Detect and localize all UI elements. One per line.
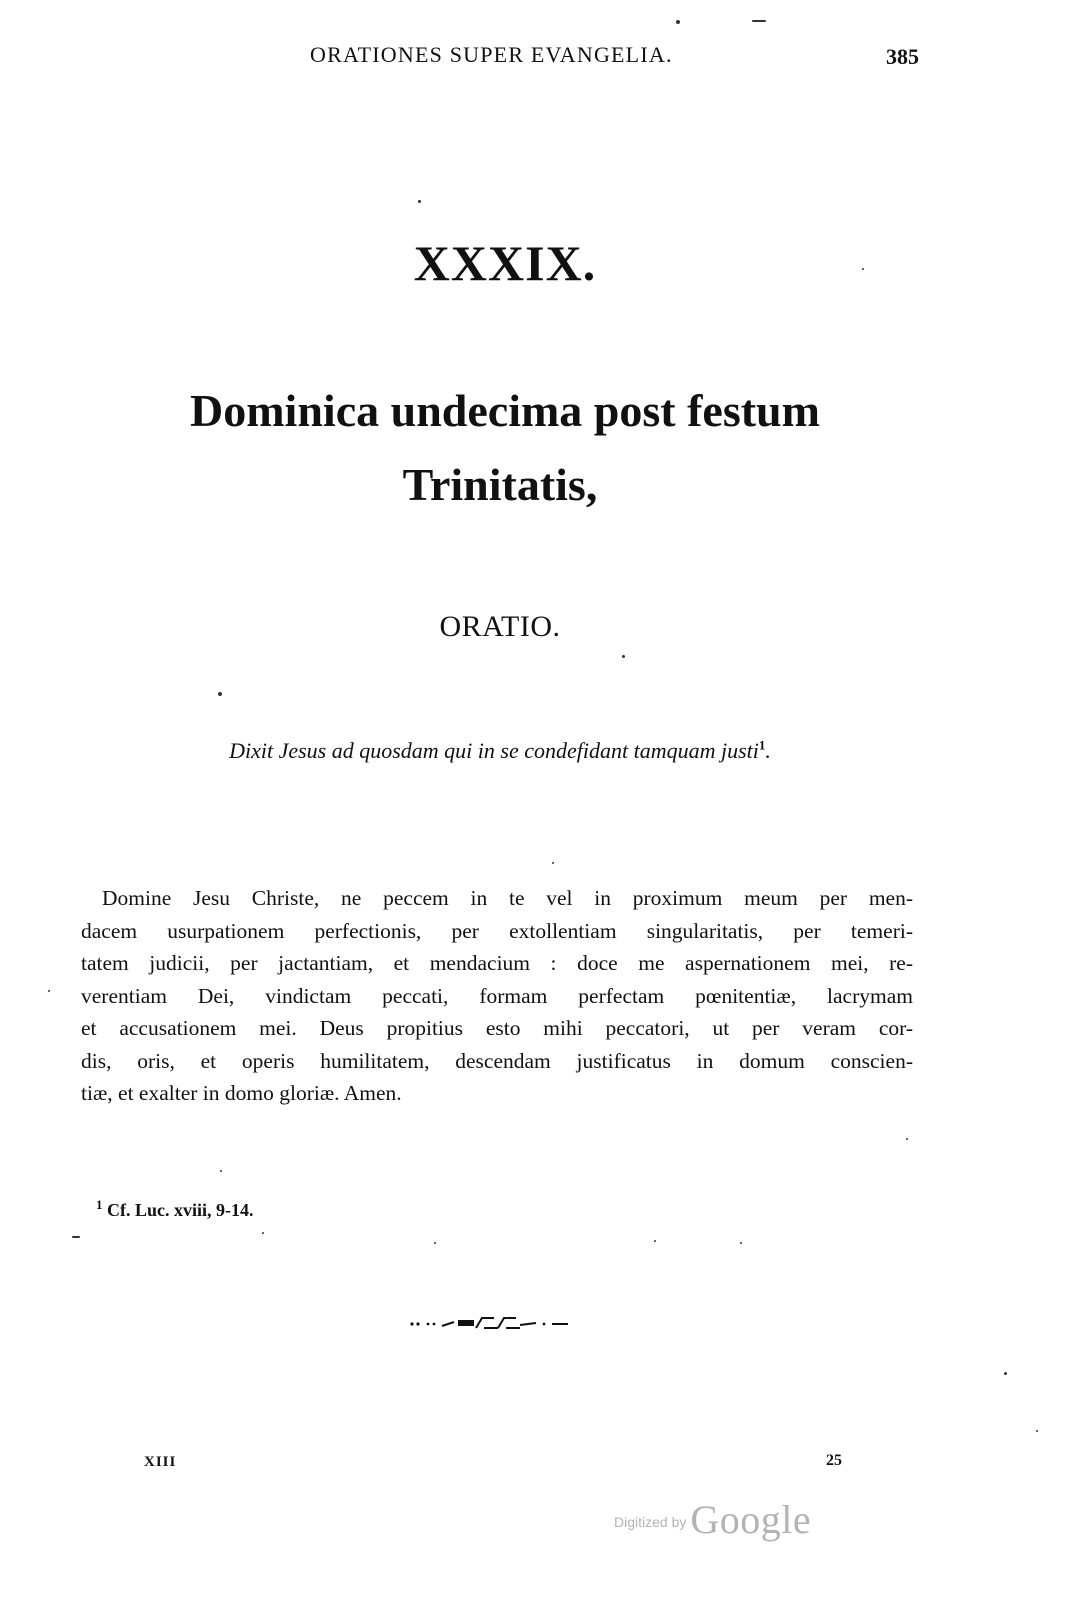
prayer-line: verentiam Dei, vindictam peccati, formam perfectam pœnitentiæ, lacrymam [81, 983, 913, 1008]
decorative-ornament-icon [408, 1314, 578, 1334]
scan-speck [1036, 1430, 1038, 1432]
chapter-number: XXXIX. [413, 235, 597, 291]
prayer-line: dacem usurpationem perfectionis, per extollentiam singularitatis, per temeri- [81, 918, 913, 943]
scan-speck [1004, 1372, 1007, 1375]
prayer-body [81, 882, 913, 1110]
scan-speck [676, 20, 680, 24]
prayer-line: et accusationem mei. Deus propitius esto mihi peccatori, ut per veram cor- [81, 1016, 913, 1040]
prayer-line: Domine Jesu Christe, ne peccem in te vel in proximum meum per men- [102, 886, 913, 910]
scan-speck [862, 268, 864, 270]
watermark-prefix: Digitized by [614, 1514, 687, 1530]
epigraph-end: . [765, 738, 771, 763]
section-heading: ORATIO. [439, 610, 561, 643]
epigraph [0, 738, 1000, 764]
scan-speck [622, 655, 625, 658]
epigraph-text: Dixit Jesus ad quosdam qui in se condefidant tamquam justi [229, 738, 759, 763]
prayer-line: tatem judicii, per jactantiam, et mendacium : doce me aspernationem mei, re- [81, 951, 913, 975]
chapter-title-line-1: Dominica undecima post festum [190, 385, 820, 436]
digitized-watermark [614, 1496, 811, 1543]
scan-speck [434, 1242, 436, 1244]
scan-speck [262, 1232, 264, 1234]
signature-number: 25 [826, 1452, 842, 1469]
scan-speck [218, 692, 222, 696]
page-number: 385 [886, 44, 919, 69]
scan-speck [48, 990, 50, 992]
prayer-line: tiæ, et exalter in domo gloriæ. Amen. [81, 1081, 402, 1105]
scan-speck [906, 1138, 908, 1140]
running-head-title: ORATIONES SUPER EVANGELIA. [310, 42, 673, 67]
scan-speck [654, 1240, 656, 1242]
footnote [96, 1197, 254, 1221]
scan-speck [72, 1236, 80, 1238]
scan-speck [418, 200, 421, 203]
scan-speck [740, 1242, 742, 1244]
scan-speck [552, 862, 554, 864]
chapter-title-line-2: Trinitatis, [402, 459, 598, 510]
footnote-text: Cf. Luc. xviii, 9-14. [107, 1200, 254, 1220]
scan-speck [752, 20, 766, 22]
footnote-marker: 1 [96, 1197, 103, 1212]
prayer-line: dis, oris, et operis humilitatem, descendam justificatus in domum conscien- [81, 1048, 913, 1073]
epigraph-note-ref: 1 [758, 737, 766, 753]
signature-mark: XIII [144, 1454, 177, 1470]
scan-speck [220, 1170, 222, 1172]
watermark-brand: Google [690, 1497, 812, 1542]
